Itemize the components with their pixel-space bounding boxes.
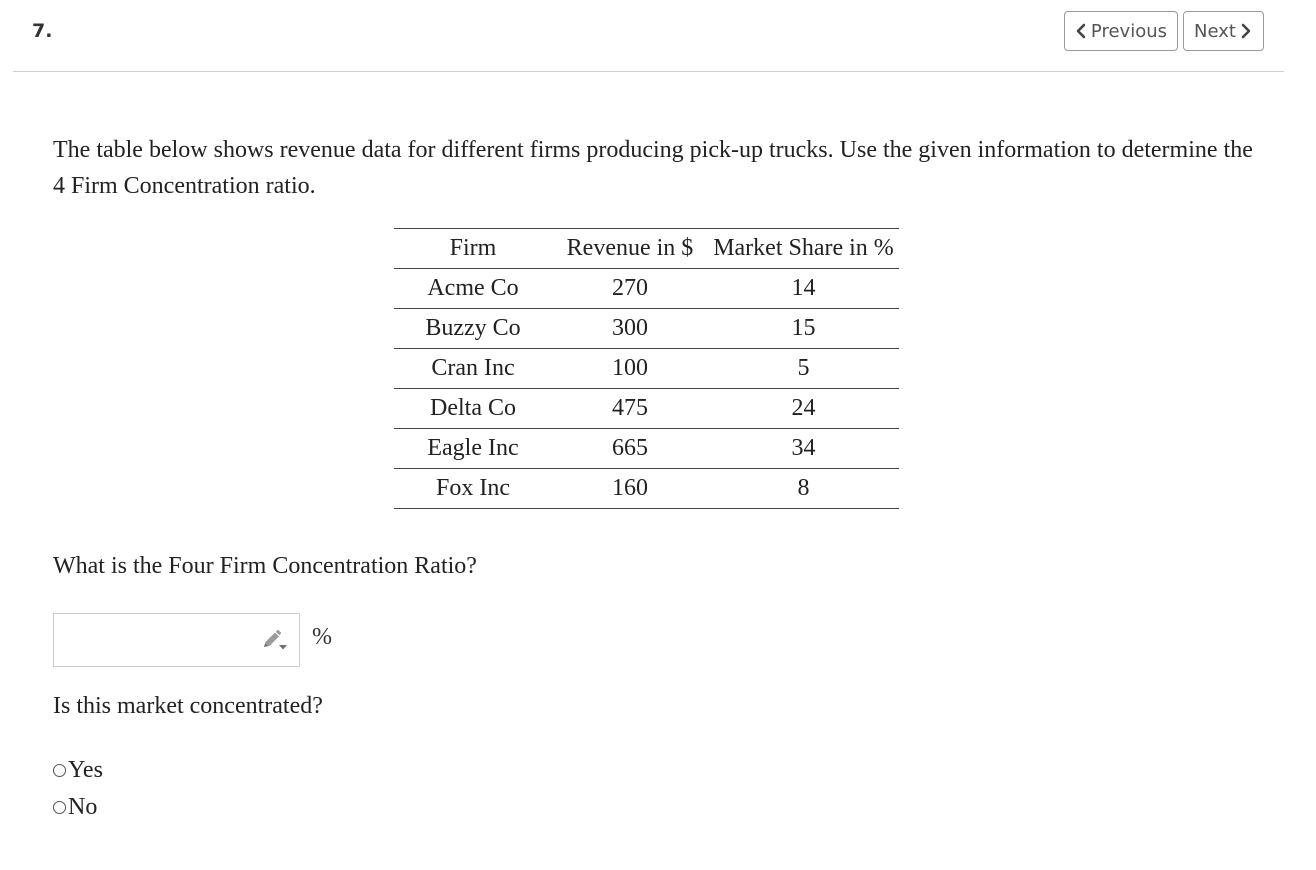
radio-yes[interactable] [53,764,66,777]
table-row [394,349,899,389]
radio-no[interactable] [53,801,66,814]
firm-cell: Buzzy Co [394,309,552,349]
share-cell: 14 [708,269,899,309]
ratio-question-text: What is the Four Firm Concentration Ratio? [53,553,477,579]
revenue-cell: 100 [552,349,708,389]
chevron-right-icon [1240,23,1252,39]
firm-cell: Eagle Inc [394,429,552,469]
table-row [394,429,899,469]
option-yes-label: Yes [68,757,103,783]
previous-button[interactable] [1064,11,1178,51]
question-number: 7. [32,20,53,42]
firm-cell: Fox Inc [394,469,552,509]
revenue-cell: 160 [552,469,708,509]
revenue-cell: 300 [552,309,708,349]
share-cell: 5 [708,349,899,389]
question-nav [1064,11,1264,51]
table-header-row [394,229,899,269]
option-yes[interactable] [53,757,103,784]
revenue-table [394,228,899,509]
firm-cell: Acme Co [394,269,552,309]
option-no[interactable] [53,794,97,821]
next-button[interactable] [1183,11,1264,51]
next-label: Next [1194,20,1236,42]
table-row [394,389,899,429]
ratio-answer-box[interactable] [53,613,300,667]
revenue-cell: 270 [552,269,708,309]
share-cell: 24 [708,389,899,429]
share-cell: 8 [708,469,899,509]
table-row [394,469,899,509]
table-row [394,309,899,349]
revenue-cell: 475 [552,389,708,429]
header-firm: Firm [394,229,552,269]
concentrated-question-text: Is this market concentrated? [53,693,323,719]
pencil-icon[interactable] [260,629,290,653]
header-market-share: Market Share in % [708,229,899,269]
revenue-cell: 665 [552,429,708,469]
share-cell: 15 [708,309,899,349]
question-prompt: The table below shows revenue data for different firms producing pick-up trucks. Use the given information to determine the 4 Firm Concentration ratio. [53,137,1253,199]
table-row [394,269,899,309]
firm-cell: Delta Co [394,389,552,429]
previous-label: Previous [1090,20,1167,42]
chevron-left-icon [1075,23,1087,39]
header-revenue: Revenue in $ [552,229,708,269]
share-cell: 34 [708,429,899,469]
option-no-label: No [68,794,98,820]
firm-cell: Cran Inc [394,349,552,389]
ratio-input[interactable] [54,614,254,666]
percent-unit: % [312,624,332,650]
question-header [13,0,1284,72]
